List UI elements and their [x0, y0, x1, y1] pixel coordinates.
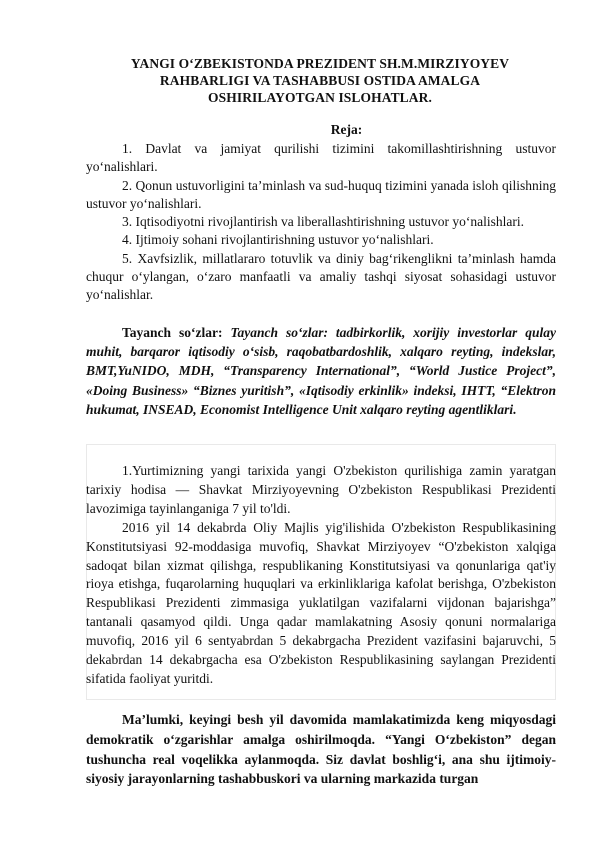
keywords-paragraph: [86, 323, 556, 419]
plan-item-3: 3. Iqtisodiyotni rivojlantirish va liberallashtirishning ustuvor yo‘nalishlari.: [122, 214, 524, 230]
plan-item-1: 1. Davlat va jamiyat qurilishi tizimini takomillashtirishning ustuvor yo‘nalishlari.: [86, 141, 556, 175]
closing-paragraph: [86, 710, 556, 789]
keywords-text: Tayanch so‘zlar: tadbirkorlik, xorijiy investorlar qulay muhit, barqaror iqtisodiy o‘sisb, raqobatbardoshlik, xalqaro reyting, indekslar, BMT,YuNIDO, MDH, “Transparency International”, “World Justice Project”, «Doing Business» “Biznes yuritish”, «Iqtisodiy erkinlik» indeksi, IHTT, “Elektron hukumat, INSEAD, Economist Intelligence Unit xalqaro reyting agentliklari.: [86, 325, 556, 417]
plan-item-5: 5. Xavfsizlik, millatlararo totuvlik va diniy bag‘rikenglikni ta’minlash hamda chuqur o‘ylangan, o‘zaro manfaatli va amaliy tashqi siyosat sohasidagi ustuvor yo‘nalishlar.: [86, 250, 556, 303]
keywords-line: [86, 323, 556, 419]
closing-text: Ma’lumki, keyingi besh yil davomida mamlakatimizda keng miqyosdagi demokratik o‘zgarishlar amalga oshirilmoqda. “Yangi O‘zbekiston” degan tushuncha real voqelikka aylanmoqda. Siz davlat boshlig‘i, ana shu ijtimoiy-siyosiy jarayonlarning tashabbuskori va ularning markazida turgan: [86, 712, 556, 787]
plan-heading: Reja:: [330, 122, 363, 137]
excerpt-paragraph-2: 2016 yil 14 dekabrda Oliy Majlis yig'ilishida O'zbekiston Respublikasining Konstitutsiyasi 92-moddasiga muvofiq, Shavkat Mirziyoyev “O'zbekiston xalqiga sadoqat bilan xizmat qilishga, respublikaning Konstitutsiyasi va qonunlariga qat'iy rioya etishga, fuqarolarning huquqlari va erkinliklariga kafolat berishga, O'zbekiston Respublikasi Prezidenti zimmasiga yuklatilgan vazifalarni vijdonan bajarishga” tantanali qasamyod qildi. Unga qadar mamlakatning Asosiy qonuni normalariga muvofiq, 2016 yil 6 sentyabrdan 5 dekabrgacha Prezident vazifasini bajaruvchi, 5 dekabrdan 14 dekabrgacha esa O'zbekiston Respublikasining saylangan Prezidenti sifatida faoliyat yuritdi.: [86, 519, 556, 686]
plan-list: [86, 140, 556, 305]
plan-item-2: 2. Qonun ustuvorligini ta’minlash va sud-huquq tizimini yanada isloh qilishning ustuvor yo‘nalishlari.: [86, 177, 556, 211]
document-title: YANGI O‘ZBEKISTONDA PREZIDENT SH.M.MIRZIYOYEV RAHBARLIGI VA TASHABBUSI OSTIDA AMALGA OSHIRILAYOTGAN ISLOHATLAR.: [130, 56, 510, 105]
plan-item-4: 4. Ijtimoiy sohani rivojlantirishning ustuvor yo‘nalishlari.: [122, 232, 434, 248]
excerpt-text: [86, 462, 556, 689]
excerpt-paragraph-1: 1.Yurtimizning yangi tarixida yangi O'zbekiston qurilishiga zamin yaratgan tarixiy hodisa — Shavkat Mirziyoyevning O'zbekiston Respublikasi Prezidenti lavozimiga tayinlanganiga 7 yil to'ldi.: [86, 463, 556, 516]
keywords-label: Tayanch so‘zlar:: [122, 325, 231, 340]
